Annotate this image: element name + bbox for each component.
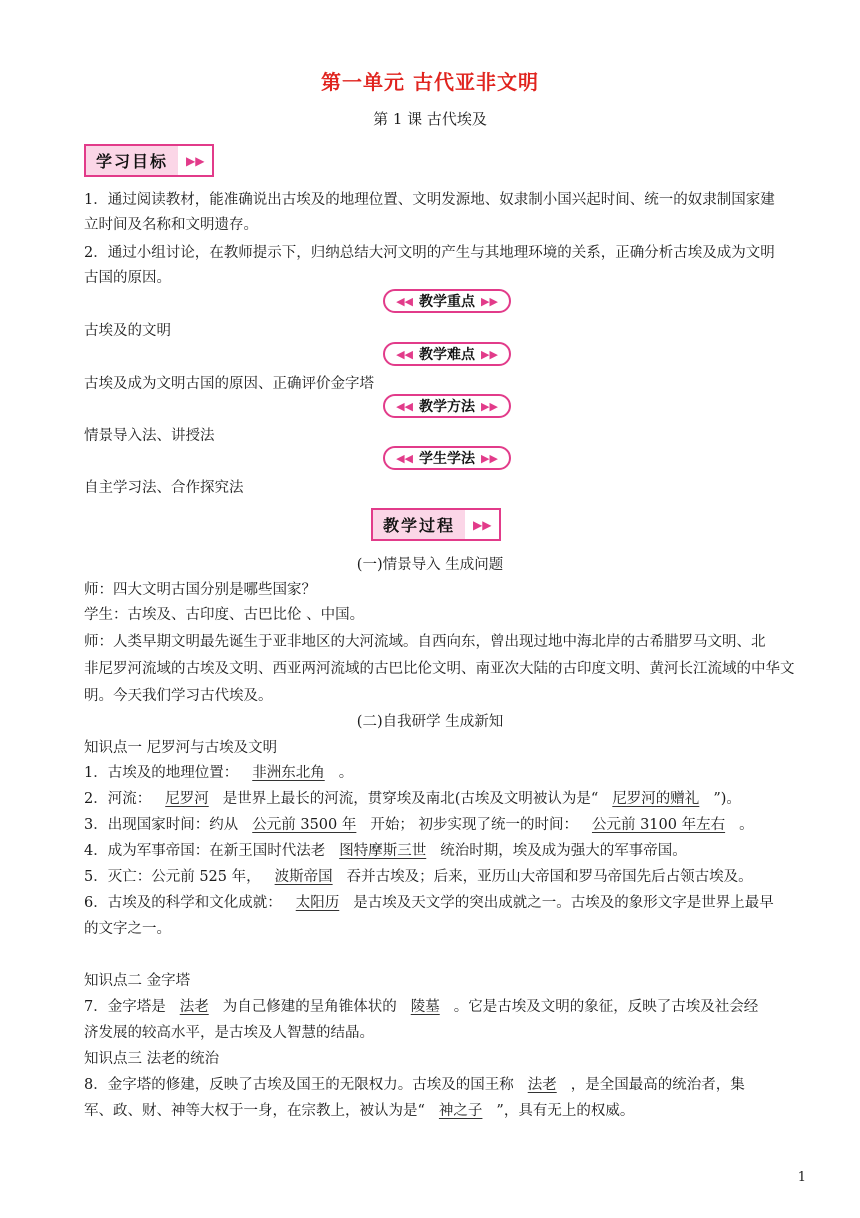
answer-blank: 尼罗河的赠礼 [612,791,700,807]
item-6-cont: 的文字之一。 [84,921,171,937]
item-text: 。 [739,817,754,833]
chevron-right-icon: ▶▶ [481,294,498,308]
item-text: 6．古埃及的科学和文化成就： [84,895,282,911]
answer-blank: 图特摩斯三世 [339,843,427,859]
item-text: ”，具有无上的权威。 [496,1103,635,1119]
teacher-text-1: 师：人类早期文明最先诞生于亚非地区的大河流域。自西向东，曾出现过地中海北岸的古希腊罗马文明、北 [84,634,766,650]
part-1-heading: (一)情景导入 生成问题 [356,557,504,573]
chevron-left-icon: ◀◀ [396,399,413,413]
banner-label: 教学过程 [373,510,465,539]
teacher-text-2: 非尼罗河流域的古埃及文明、西亚两河流域的古巴比伦文明、南亚次大陆的古印度文明、黄河长江流域的中华文 [84,661,795,677]
answer-blank: 神之子 [438,1103,483,1119]
pill-teaching-difficulty [383,342,511,366]
chevron-right-icon: ▶▶ [481,451,498,465]
item-text: ”)。 [713,791,741,807]
double-arrow-icon: ▶▶ [473,517,492,532]
item-8-cont [84,1099,814,1120]
pill-label: 教学难点 [419,347,475,363]
chevron-right-icon: ▶▶ [481,399,498,413]
item-4 [84,839,814,860]
item-text: 5．灭亡：公元前 525 年， [84,869,261,885]
banner-label: 学习目标 [86,146,178,175]
part-2-heading: (二)自我研学 生成新知 [356,714,504,730]
item-text: ，是全国最高的统治者，集 [570,1077,745,1093]
answer-blank: 太阳历 [295,895,340,911]
item-text: 是古埃及天文学的突出成就之一。古埃及的象形文字是世界上最早 [353,895,774,911]
item-text: 7．金字塔是 [84,999,166,1015]
banner-teaching-process [371,508,501,541]
chevron-left-icon: ◀◀ [396,294,413,308]
item-2 [84,787,814,808]
pill-label: 教学方法 [419,399,475,415]
item-text: 4．成为军事帝国：在新王国时代法老 [84,843,326,859]
teacher-question: 师：四大文明古国分别是哪些国家？ [84,582,316,598]
teaching-focus-text: 古埃及的文明 [84,323,171,339]
goal-1-line-2: 立时间及名称和文明遗存。 [84,217,258,233]
pill-label: 学生学法 [419,451,475,467]
item-text: 2．河流： [84,791,152,807]
chevron-left-icon: ◀◀ [396,347,413,361]
item-text: 1．古埃及的地理位置： [84,765,239,781]
answer-blank: 非洲东北角 [252,765,325,781]
item-1 [84,761,814,782]
pill-student-method [383,446,511,470]
lesson-title: 第 1 课 古代埃及 [373,110,487,128]
answer-blank: 法老 [527,1077,557,1093]
item-7 [84,995,814,1016]
item-text: 统治时期，埃及成为强大的军事帝国。 [440,843,687,859]
teacher-text-3: 明。今天我们学习古代埃及。 [84,688,273,704]
unit-title: 第一单元 古代亚非文明 [321,70,539,94]
teaching-method-text: 情景导入法、讲授法 [84,428,215,444]
answer-blank: 波斯帝国 [274,869,333,885]
item-text: 吞并古埃及；后来，亚历山大帝国和罗马帝国先后占领古埃及。 [346,869,753,885]
goal-1-line-1: 1．通过阅读教材，能准确说出古埃及的地理位置、文明发源地、奴隶制小国兴起时间、统一的奴隶制国家建 [84,192,775,208]
item-text: 军、政、财、神等大权于一身，在宗教上，被认为是“ [84,1103,425,1119]
chevron-left-icon: ◀◀ [396,451,413,465]
student-answer: 学生：古埃及、古印度、古巴比伦 、中国。 [84,607,365,623]
item-text: 。 [338,765,354,781]
item-7-cont: 济发展的较高水平，是古埃及人智慧的结晶。 [84,1025,374,1041]
page-number: 1 [797,1170,806,1185]
item-text: 开始； 初步实现了统一的时间： [370,817,578,833]
answer-blank: 公元前 3100 年左右 [591,817,726,833]
pill-teaching-focus [383,289,511,313]
item-text: 。它是古埃及文明的象征，反映了古埃及社会经 [453,999,759,1015]
double-arrow-icon: ▶▶ [186,153,205,168]
answer-blank: 陵墓 [410,999,440,1015]
goal-2-line-2: 古国的原因。 [84,270,171,286]
item-6 [84,891,814,912]
student-method-text: 自主学习法、合作探究法 [84,480,244,496]
knowledge-point-1: 知识点一 尼罗河与古埃及文明 [84,740,278,756]
pill-label: 教学重点 [419,294,475,310]
knowledge-point-3: 知识点三 法老的统治 [84,1051,220,1067]
answer-blank: 法老 [179,999,209,1015]
item-8 [84,1073,814,1094]
teaching-difficulty-text: 古埃及成为文明古国的原因、正确评价金字塔 [84,376,374,392]
item-5 [84,865,814,886]
banner-learning-goals [84,144,214,177]
goal-2-line-1: 2．通过小组讨论，在教师提示下，归纳总结大河文明的产生与其地理环境的关系，正确分析古埃及成为文明 [84,245,775,261]
knowledge-point-2: 知识点二 金字塔 [84,973,191,989]
pill-teaching-method [383,394,511,418]
chevron-right-icon: ▶▶ [481,347,498,361]
item-3 [84,813,814,834]
item-text: 为自己修建的呈角锥体状的 [222,999,397,1015]
item-text: 3．出现国家时间：约从 [84,817,239,833]
answer-blank: 公元前 3500 年 [252,817,357,833]
answer-blank: 尼罗河 [165,791,209,807]
item-text: 是世界上最长的河流，贯穿埃及南北(古埃及文明被认为是“ [222,791,599,807]
item-text: 8．金字塔的修建，反映了古埃及国王的无限权力。古埃及的国王称 [84,1077,514,1093]
